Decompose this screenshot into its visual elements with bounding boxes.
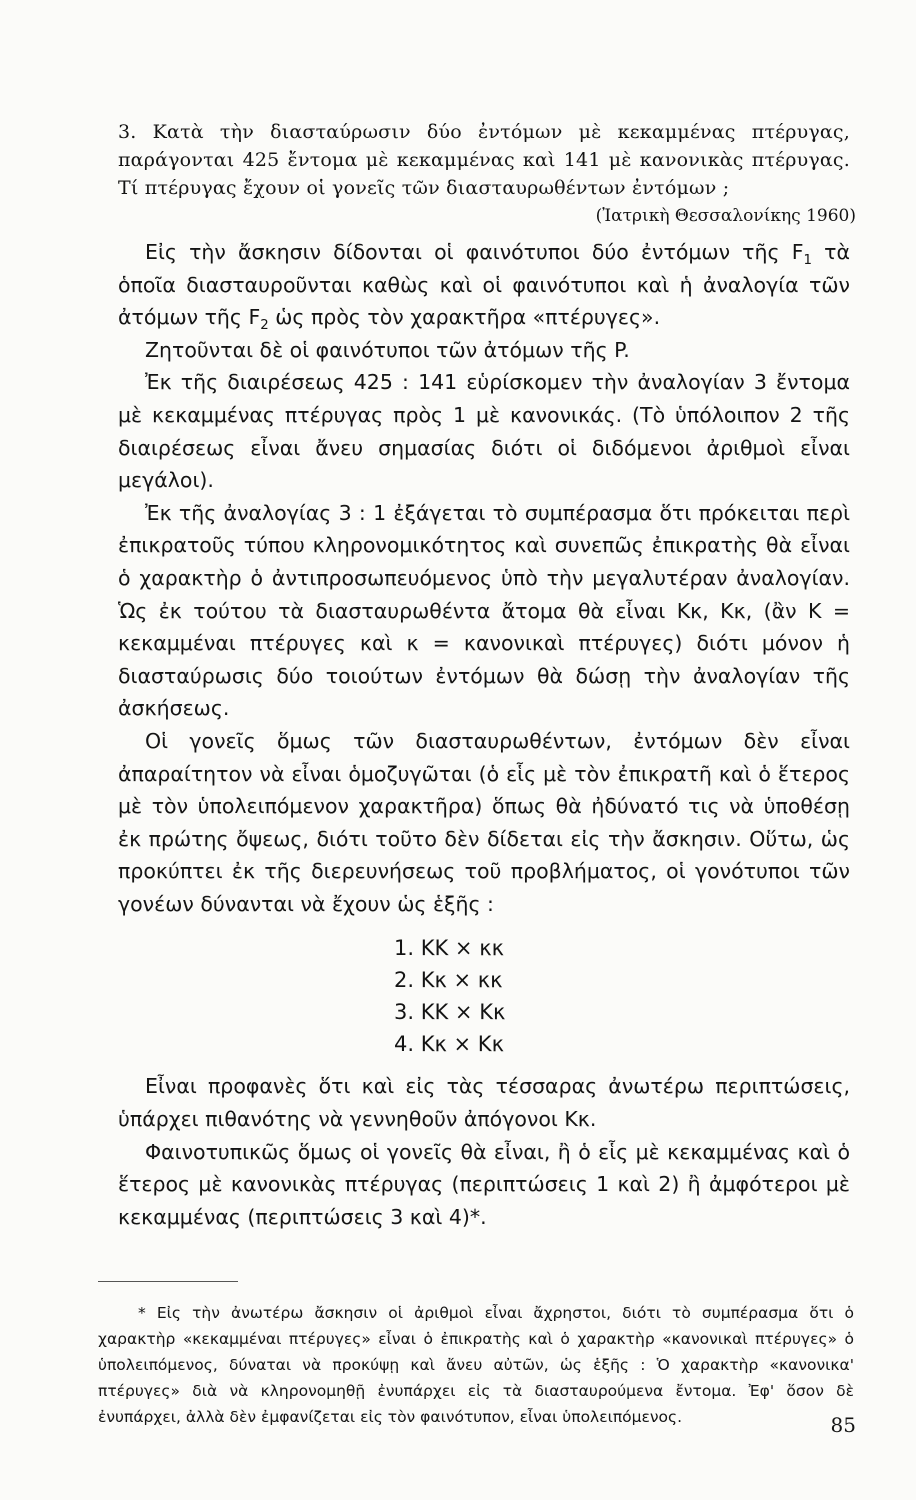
cross-item-4: 4. Κκ × Κκ — [394, 1032, 504, 1057]
solution-paragraph-5: Οἱ γονεῖς ὅμως τῶν διασταυρωθέντων, ἐντόμων δὲν εἶναι ἀπαραίτητον νὰ εἶναι ὁμοζυγῶται (ὁ εἷς μὲ τὸν ἐπικρατῆ καὶ ὁ ἕτερος μὲ τὸν ὑπολειπόμενον χαρακτῆρα) ὅπως θὰ ἠδύνατό τις νὰ ὑποθέσῃ ἐκ πρώτης ὄψεως, διότι τοῦτο δὲν δίδεται εἰς τὴν ἄσκησιν. Οὕτω, ὡς προκύπτει ἐκ τῆς διερευνήσεως τοῦ προβλήματος, οἱ γονότυποι τῶν γονέων δύνανται νὰ ἔχουν ὡς ἑξῆς : — [118, 728, 850, 916]
solution-paragraph-1-part-b: τὰ ὁποῖα διασταυροῦνται καθὼς καὶ οἱ φαινότυποι καὶ ἡ ἀναλογία τῶν ἀτόμων τῆς F — [118, 240, 850, 330]
solution-paragraph-6: Εἶναι προφανὲς ὅτι καὶ εἰς τὰς τέσσαρας ἀνωτέρω περιπτώσεις, ὑπάρχει πιθανότης νὰ γεννηθοῦν ἀπόγονοι Κκ. — [118, 1074, 850, 1132]
cross-item-1: 1. ΚΚ × κκ — [394, 936, 504, 961]
page-body — [98, 118, 856, 1430]
solution-paragraph-2: Ζητοῦνται δὲ οἱ φαινότυποι τῶν ἀτόμων τῆς P. — [145, 337, 630, 362]
problem-statement: 3. Κατὰ τὴν διασταύρωσιν δύο ἐντόμων μὲ κεκαμμένας πτέρυγας, παράγονται 425 ἔντομα μὲ κεκαμμένας καὶ 141 μὲ κανονικὰς πτέρυγας. Τί πτέρυγας ἔχουν οἱ γονεῖς τῶν διασταυρωθέντων ἐντόμων ; — [118, 121, 850, 199]
cross-item-2: 2. Κκ × κκ — [394, 968, 503, 993]
problem-source: (Ἰατρικὴ Θεσσαλονίκης 1960) — [595, 206, 856, 226]
footnote-divider — [98, 1281, 238, 1282]
genotype-crosses-list — [118, 932, 850, 1060]
subscript-1: 1 — [803, 253, 812, 269]
solution-paragraph-1-part-a: Εἰς τὴν ἄσκησιν δίδονται οἱ φαινότυποι δύο ἐντόμων τῆς F — [145, 240, 804, 264]
solution-paragraph-1 — [118, 236, 850, 334]
solution-paragraph-1-part-c: ὡς πρὸς τὸν χαρακτῆρα «πτέρυγες». — [268, 305, 661, 330]
cross-item-3: 3. ΚΚ × Κκ — [394, 1000, 506, 1025]
solution-paragraph-7: Φαινοτυπικῶς ὅμως οἱ γονεῖς θὰ εἶναι, ἢ ὁ εἷς μὲ κεκαμμένας καὶ ὁ ἕτερος μὲ κανονικὰς πτέρυγας (περιπτώσεις 1 καὶ 2) ἢ ἀμφότεροι μὲ κεκαμμένας (περιπτώσεις 3 καὶ 4)*. — [118, 1139, 850, 1229]
subscript-2: 2 — [260, 318, 269, 334]
solution-paragraph-4: Ἐκ τῆς ἀναλογίας 3 : 1 ἐξάγεται τὸ συμπέρασμα ὅτι πρόκειται περὶ ἐπικρατοῦς τύπου κληρονομικότητος καὶ συνεπῶς ἐπικρατὴς θὰ εἶναι ὁ χαρακτὴρ ὁ ἀντιπροσωπευόμενος ὑπὸ τὴν μεγαλυτέραν ἀναλογίαν. Ὡς ἐκ τούτου τὰ διασταυρωθέντα ἄτομα θὰ εἶναι Κκ, Κκ, (ἂν Κ = κεκαμμέναι πτέρυγες καὶ κ = κανονικαὶ πτέρυγες) διότι μόνον ἡ διασταύρωσις δύο τοιούτων ἐντόμων θὰ δώσῃ τὴν ἀναλογίαν τῆς ἀσκήσεως. — [118, 500, 850, 721]
page-number: 85 — [830, 1413, 856, 1437]
solution-paragraph-3: Ἐκ τῆς διαιρέσεως 425 : 141 εὑρίσκομεν τὴν ἀναλογίαν 3 ἔντομα μὲ κεκαμμένας πτέρυγας πρὸς 1 μὲ κανονικάς. (Τὸ ὑπόλοιπον 2 τῆς διαιρέσεως εἶναι ἄνευ σημασίας διότι οἱ διδόμενοι ἀριθμοὶ εἶναι μεγάλοι). — [118, 370, 850, 493]
footnote: * Εἰς τὴν ἀνωτέρω ἄσκησιν οἱ ἀριθμοὶ εἶναι ἄχρηστοι, διότι τὸ συμπέρασμα ὅτι ὁ χαρακτὴρ «κεκαμμέναι πτέρυγες» εἶναι ὁ ἐπικρατὴς καὶ ὁ χαρακτὴρ «κανονικαὶ πτέρυγες» ὁ ὑπολειπόμενος, δύναται νὰ προκύψῃ καὶ ἄνευ αὐτῶν, ὡς ἑξῆς : Ὁ χαρακτὴρ «κανονικα' πτέρυγες» διὰ νὰ κληρονομηθῇ ἐνυπάρχει εἰς τὰ διασταυρούμενα ἔντομα. Ἐφ' ὅσον δὲ ἐνυπάρχει, ἀλλὰ δὲν ἐμφανίζεται εἰς τὸν φαινότυπον, εἶναι ὑπολειπόμενος. — [98, 1304, 854, 1427]
